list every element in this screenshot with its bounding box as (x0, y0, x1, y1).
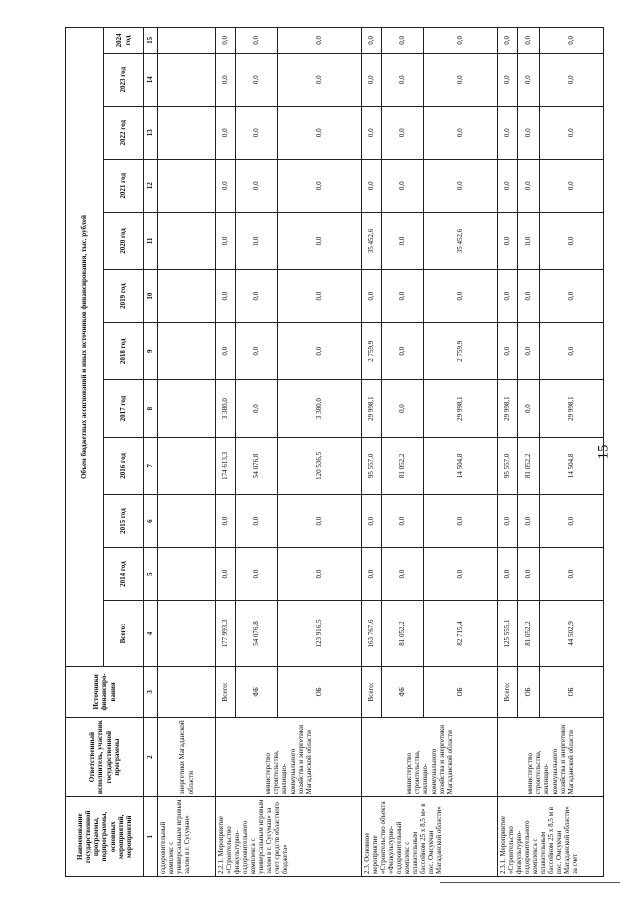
header-year: 2021 год (104, 159, 144, 212)
amount-cell: 0,0 (362, 53, 382, 106)
amount-cell: 0,0 (278, 106, 362, 159)
amount-cell: 0,0 (382, 28, 424, 54)
header-year: 2023 год (104, 53, 144, 106)
amount-cell: 0,0 (498, 212, 518, 269)
rotated-table-wrapper (65, 27, 595, 877)
empty-cell (158, 380, 216, 437)
column-number: 4 (144, 601, 158, 667)
amount-cell: 0,0 (540, 323, 604, 380)
header-year: 2016 год (104, 437, 144, 494)
header-year: 2020 год (104, 212, 144, 269)
amount-cell: 82 715,4 (424, 601, 498, 667)
amount-cell: 0,0 (278, 323, 362, 380)
amount-cell: 0,0 (518, 159, 540, 212)
amount-cell: 0,0 (498, 548, 518, 601)
amount-cell: 0,0 (424, 106, 498, 159)
column-number: 2 (144, 717, 158, 797)
funding-source: Всего: (362, 666, 382, 717)
header-source: Источники финансиро-вания (66, 666, 144, 717)
amount-cell: 0,0 (424, 495, 498, 548)
amount-cell: 0,0 (236, 159, 278, 212)
amount-cell: 0,0 (236, 53, 278, 106)
amount-cell: 81 052,2 (382, 437, 424, 494)
amount-cell: 0,0 (540, 28, 604, 54)
amount-cell: 0,0 (382, 548, 424, 601)
amount-cell: 0,0 (540, 548, 604, 601)
amount-cell: 44 502,9 (540, 601, 604, 667)
header-total: Всего: (104, 601, 144, 667)
amount-cell: 54 076,8 (236, 601, 278, 667)
amount-cell: 0,0 (236, 495, 278, 548)
column-number: 9 (144, 323, 158, 380)
empty-cell (158, 270, 216, 323)
amount-cell: 0,0 (424, 28, 498, 54)
amount-cell: 0,0 (362, 28, 382, 54)
amount-cell: 29 998,1 (362, 380, 382, 437)
amount-cell: 0,0 (498, 28, 518, 54)
amount-cell: 0,0 (236, 270, 278, 323)
amount-cell: 0,0 (216, 548, 236, 601)
amount-cell: 0,0 (362, 495, 382, 548)
amount-cell: 0,0 (540, 53, 604, 106)
amount-cell: 95 557,0 (498, 437, 518, 494)
column-number: 14 (144, 53, 158, 106)
amount-cell: 0,0 (424, 548, 498, 601)
header-executor: Ответственный исполнитель, участник государственной программы (66, 717, 144, 797)
amount-cell: 0,0 (362, 106, 382, 159)
empty-cell (158, 437, 216, 494)
column-number: 1 (144, 797, 158, 877)
amount-cell: 0,0 (236, 323, 278, 380)
amount-cell: 0,0 (216, 106, 236, 159)
amount-cell: 0,0 (236, 212, 278, 269)
amount-cell: 0,0 (216, 323, 236, 380)
amount-cell: 0,0 (518, 212, 540, 269)
amount-cell: 0,0 (236, 380, 278, 437)
program-executor: министерство строительства, жилищно-коммунального хозяйства и энергетики Магаданской области (216, 717, 362, 797)
column-number: 5 (144, 548, 158, 601)
amount-cell: 0,0 (498, 270, 518, 323)
amount-cell: 120 536,5 (278, 437, 362, 494)
header-volume: Объем бюджетных ассигнований и иных источников финансирования, тыс. рублей (66, 28, 104, 667)
page-number: 15 (595, 444, 612, 460)
amount-cell: 0,0 (382, 380, 424, 437)
amount-cell: 29 998,1 (540, 380, 604, 437)
column-number: 6 (144, 495, 158, 548)
program-executor: министерство строительства, жилищно-коммунального хозяйства и энергетики Магаданской области (498, 717, 604, 797)
amount-cell: 0,0 (278, 28, 362, 54)
column-number: 8 (144, 380, 158, 437)
column-number: 15 (144, 28, 158, 54)
cont-name: оздоровительный комплекс с универсальным игровым залом в г. Сусуман» (158, 797, 216, 877)
amount-cell: 0,0 (518, 495, 540, 548)
amount-cell: 0,0 (216, 28, 236, 54)
empty-cell (158, 601, 216, 667)
amount-cell: 0,0 (236, 548, 278, 601)
amount-cell: 0,0 (278, 495, 362, 548)
empty-cell (158, 53, 216, 106)
header-year: 2019 год (104, 270, 144, 323)
amount-cell: 0,0 (216, 270, 236, 323)
amount-cell: 174 613,3 (216, 437, 236, 494)
amount-cell: 0,0 (382, 53, 424, 106)
empty-cell (158, 212, 216, 269)
funding-source: Всего: (216, 666, 236, 717)
scan-artifact-line (440, 882, 620, 883)
column-number: 7 (144, 437, 158, 494)
amount-cell: 2 759,9 (362, 323, 382, 380)
amount-cell: 81 052,2 (518, 601, 540, 667)
cont-executor: энергетики Магаданской области (158, 717, 216, 797)
amount-cell: 0,0 (540, 106, 604, 159)
column-number: 12 (144, 159, 158, 212)
program-name: 2.3. Основное мероприятие «Строительство объекта «Физкультурно-оздоровительный комплекс с плавательным бассейном 25 х 8,5 м» в пос. Омсукчан Магаданской области» (362, 797, 498, 877)
amount-cell: 3 380,0 (278, 380, 362, 437)
funding-source: ОБ (518, 666, 540, 717)
amount-cell: 0,0 (216, 53, 236, 106)
header-year: 2015 год (104, 495, 144, 548)
amount-cell: 0,0 (540, 495, 604, 548)
program-name: 2.2.1. Мероприятие «Строительство физкультурно-оздоровительного комплекса с универсальным игровым залом в г. Сусуман» за счет средств областного бюджета» (216, 797, 362, 877)
amount-cell: 29 998,1 (424, 380, 498, 437)
amount-cell: 0,0 (278, 548, 362, 601)
amount-cell: 0,0 (382, 212, 424, 269)
header-year: 2017 год (104, 380, 144, 437)
amount-cell: 0,0 (540, 212, 604, 269)
amount-cell: 0,0 (362, 159, 382, 212)
amount-cell: 95 557,0 (362, 437, 382, 494)
amount-cell: 0,0 (424, 159, 498, 212)
header-year: 2022 год (104, 106, 144, 159)
funding-source: ОБ (424, 666, 498, 717)
column-number: 13 (144, 106, 158, 159)
amount-cell: 0,0 (382, 159, 424, 212)
header-year: 2018 год (104, 323, 144, 380)
amount-cell: 2 759,9 (424, 323, 498, 380)
amount-cell: 0,0 (216, 159, 236, 212)
amount-cell: 0,0 (278, 270, 362, 323)
amount-cell: 81 052,2 (518, 437, 540, 494)
empty-cell (158, 106, 216, 159)
amount-cell: 163 767,6 (362, 601, 382, 667)
amount-cell: 125 555,1 (498, 601, 518, 667)
amount-cell: 0,0 (518, 548, 540, 601)
amount-cell: 0,0 (236, 106, 278, 159)
amount-cell: 0,0 (540, 270, 604, 323)
amount-cell: 0,0 (362, 270, 382, 323)
column-number: 10 (144, 270, 158, 323)
amount-cell: 14 504,8 (424, 437, 498, 494)
amount-cell: 0,0 (216, 495, 236, 548)
financing-table (65, 27, 604, 877)
amount-cell: 35 452,6 (362, 212, 382, 269)
amount-cell: 81 052,2 (382, 601, 424, 667)
amount-cell: 0,0 (518, 53, 540, 106)
table-row (362, 28, 382, 877)
amount-cell: 0,0 (382, 270, 424, 323)
amount-cell: 0,0 (498, 53, 518, 106)
amount-cell: 0,0 (236, 28, 278, 54)
funding-source: ФБ (382, 666, 424, 717)
amount-cell: 54 076,8 (236, 437, 278, 494)
table-row (216, 28, 236, 877)
funding-source: Всего: (498, 666, 518, 717)
amount-cell: 0,0 (278, 53, 362, 106)
amount-cell: 0,0 (498, 159, 518, 212)
column-number: 3 (144, 666, 158, 717)
amount-cell: 0,0 (382, 106, 424, 159)
funding-source: ОБ (540, 666, 604, 717)
amount-cell: 123 916,5 (278, 601, 362, 667)
empty-cell (158, 548, 216, 601)
funding-source: ОБ (278, 666, 362, 717)
amount-cell: 29 998,1 (498, 380, 518, 437)
amount-cell: 0,0 (498, 106, 518, 159)
amount-cell: 0,0 (278, 212, 362, 269)
amount-cell: 0,0 (382, 495, 424, 548)
column-number: 11 (144, 212, 158, 269)
amount-cell: 0,0 (518, 106, 540, 159)
amount-cell: 0,0 (518, 28, 540, 54)
header-year: 2014 год (104, 548, 144, 601)
empty-cell (158, 323, 216, 380)
amount-cell: 0,0 (424, 270, 498, 323)
empty-cell (158, 159, 216, 212)
amount-cell: 0,0 (498, 495, 518, 548)
amount-cell: 177 993,3 (216, 601, 236, 667)
empty-cell (158, 666, 216, 717)
amount-cell: 0,0 (424, 53, 498, 106)
amount-cell: 35 452,6 (424, 212, 498, 269)
amount-cell: 0,0 (498, 323, 518, 380)
amount-cell: 0,0 (382, 323, 424, 380)
program-name: 2.3.1. Мероприятие «Строительство физкультурно-оздоровительного комплекса с плавательным бассейном 25 х 8,5 м в пос. Омсукчан Магаданской области» за счет (498, 797, 604, 877)
empty-cell (158, 28, 216, 54)
amount-cell: 0,0 (216, 212, 236, 269)
amount-cell: 0,0 (540, 159, 604, 212)
empty-cell (158, 495, 216, 548)
amount-cell: 3 380,0 (216, 380, 236, 437)
header-name: Наименование государственной программы, подпрограммы, основных мероприятий, мероприятий (66, 797, 144, 877)
amount-cell: 0,0 (518, 323, 540, 380)
amount-cell: 0,0 (518, 380, 540, 437)
amount-cell: 14 504,8 (540, 437, 604, 494)
amount-cell: 0,0 (362, 548, 382, 601)
program-executor: министерство строительства, жилищно-коммунального хозяйства и энергетики Магаданской области (362, 717, 498, 797)
header-year: 2024 год (104, 28, 144, 54)
amount-cell: 0,0 (518, 270, 540, 323)
amount-cell: 0,0 (278, 159, 362, 212)
table-row (498, 28, 518, 877)
funding-source: ФБ (236, 666, 278, 717)
